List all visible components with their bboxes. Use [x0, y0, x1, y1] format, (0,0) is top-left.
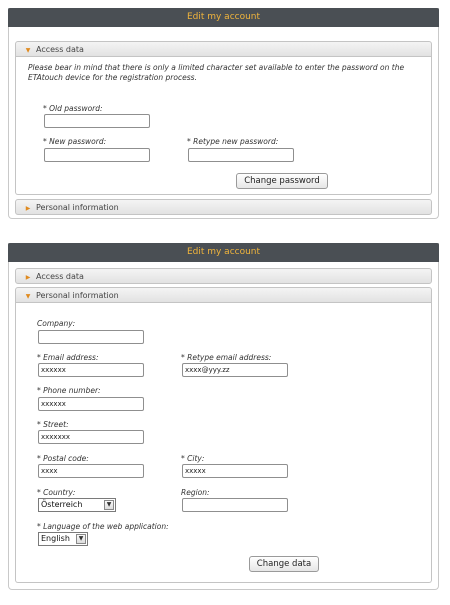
- country-label: * Country:: [37, 488, 76, 497]
- city-input[interactable]: xxxxx: [182, 464, 288, 478]
- retype-email-input[interactable]: xxxx@yyy.zz: [182, 363, 288, 377]
- street-label: * Street:: [37, 420, 69, 429]
- access-data-body: [15, 57, 432, 195]
- panel-title: Edit my account: [8, 243, 439, 262]
- section-personal-information[interactable]: [15, 287, 432, 303]
- region-label: Region:: [181, 488, 210, 497]
- company-input[interactable]: [38, 330, 144, 344]
- caret-right-icon: ▶: [25, 205, 31, 212]
- language-label: * Language of the web application:: [37, 522, 169, 531]
- phone-input[interactable]: xxxxxx: [38, 397, 144, 411]
- street-input[interactable]: xxxxxxx: [38, 430, 144, 444]
- section-access-data[interactable]: [15, 41, 432, 57]
- retype-password-input[interactable]: [188, 148, 294, 162]
- postal-code-input[interactable]: xxxx: [38, 464, 144, 478]
- retype-email-label: * Retype email address:: [181, 353, 272, 362]
- change-password-button[interactable]: Change password: [236, 173, 328, 189]
- edit-account-panel-1: [8, 8, 439, 219]
- company-label: Company:: [37, 319, 76, 328]
- caret-down-icon: ▼: [25, 47, 31, 54]
- dropdown-arrow-icon[interactable]: ▼: [104, 500, 114, 510]
- change-data-button[interactable]: Change data: [249, 556, 319, 572]
- dropdown-arrow-icon[interactable]: ▼: [76, 534, 86, 544]
- caret-right-icon: ▶: [25, 274, 31, 281]
- country-value: Österreich: [41, 500, 83, 509]
- retype-password-label: * Retype new password:: [187, 137, 279, 146]
- section-personal-information[interactable]: [15, 199, 432, 215]
- phone-label: * Phone number:: [37, 386, 101, 395]
- city-label: * City:: [181, 454, 205, 463]
- language-select[interactable]: [38, 532, 88, 546]
- new-password-input[interactable]: [44, 148, 150, 162]
- panel-title: Edit my account: [8, 8, 439, 27]
- edit-account-panel-2: [8, 243, 439, 590]
- personal-information-body: [15, 303, 432, 583]
- old-password-input[interactable]: [44, 114, 150, 128]
- email-input[interactable]: xxxxxx: [38, 363, 144, 377]
- country-select[interactable]: [38, 498, 116, 512]
- caret-down-icon: ▼: [25, 293, 31, 300]
- section-label: Access data: [36, 45, 84, 54]
- section-label: Personal information: [36, 291, 119, 300]
- language-value: English: [41, 534, 70, 543]
- section-label: Access data: [36, 272, 84, 281]
- postal-code-label: * Postal code:: [37, 454, 89, 463]
- region-input[interactable]: [182, 498, 288, 512]
- section-label: Personal information: [36, 203, 119, 212]
- new-password-label: * New password:: [43, 137, 107, 146]
- email-label: * Email address:: [37, 353, 99, 362]
- password-note: Please bear in mind that there is only a limited character set available to enter the password on the ETAtouch device for the registration process.: [28, 63, 405, 82]
- section-access-data[interactable]: [15, 268, 432, 284]
- old-password-label: * Old password:: [43, 104, 103, 113]
